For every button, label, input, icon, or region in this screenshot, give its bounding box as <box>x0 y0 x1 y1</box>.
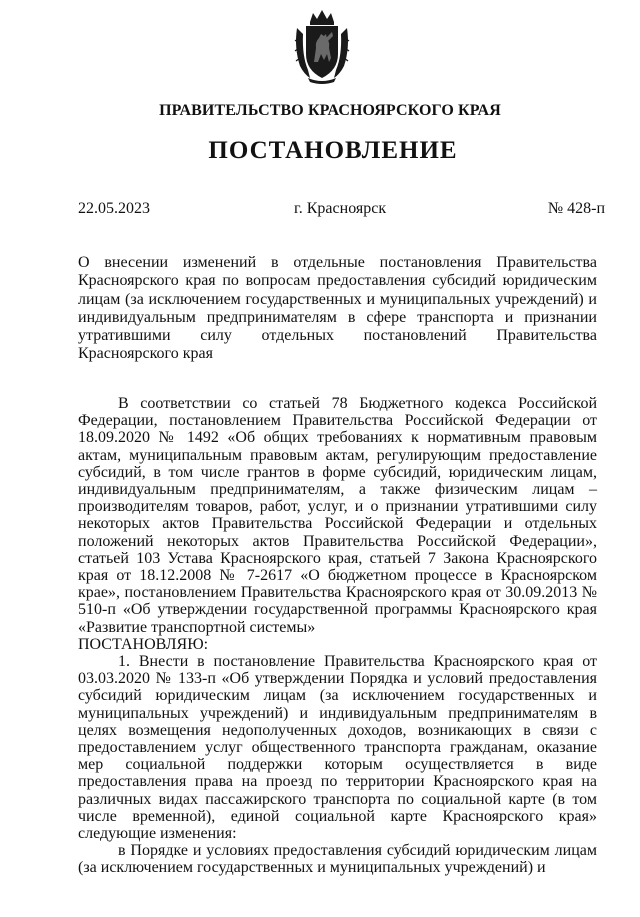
document-number: № 428-п <box>547 200 605 217</box>
preamble-paragraph: В соответствии со статьей 78 Бюджетного кодекса Российской Федерации, постановлением Правительства Российской Федерации от 18.09.2020 № 1492 «Об общих требованиях к нормативным правовым актам, муниципальным правовым актам, регулирующим предоставление субсидий, в том числе грантов в форме субсидий, юридическим лицам, индивидуальным предпринимателям, а также физическим лицам – производителям товаров, работ, услуг, и о признании утратившими силу некоторых актов Правительства Российской Федерации и отдельных положений некоторых актов Правительства Российской Федерации», статьей 103 Устава Красноярского края, статьей 7 Закона Красноярского края от 18.12.2008 № 7-2617 «О бюджетном процессе в Красноярском крае», постановлением Правительства Красноярского края от 30.09.2013 № 510-п «Об утверждении государственной программы Красноярского края «Развитие транспортной системы» <box>78 395 597 636</box>
item-1-subparagraph: в Порядке и условиях предоставления субсидий юридическим лицам (за исключением государственных и муниципальных учреждений) и <box>78 842 597 877</box>
document-city: г. Красноярск <box>294 200 387 217</box>
document-subject: О внесении изменений в отдельные постановления Правительства Красноярского края по вопросам предоставления субсидий юридическим лицам (за исключением государственных и муниципальных учреждений) и индивидуальным предпринимателям в сфере транспорта и признании утратившими силу отдельных постановлений Правительства Красноярского края <box>78 254 597 363</box>
krasnoyarsk-coat-of-arms-icon <box>294 8 350 84</box>
document-type-title: ПОСТАНОВЛЕНИЕ <box>208 137 458 164</box>
document-body <box>78 395 597 877</box>
document-date: 22.05.2023 <box>78 200 150 217</box>
document-meta-row <box>78 200 605 220</box>
decree-word: ПОСТАНОВЛЯЮ: <box>78 635 209 653</box>
item-1-paragraph: 1. Внести в постановление Правительства Красноярского края от 03.03.2020 № 133-п «Об утверждении Порядка и условий предоставления субсидий юридическим лицам (за исключением государственных и муниципальных учреждений) и индивидуальным предпринимателям в целях возмещения недополученных доходов, возникающих в связи с предоставлением услуг общественного транспорта гражданам, оказание мер социальной поддержки которым осуществляется в виде предоставления права на проезд по территории Красноярского края на различных видах пассажирского транспорта по социальной карте (в том числе временной), единой социальной карте Красноярского края» следующие изменения: <box>78 653 597 843</box>
government-title: ПРАВИТЕЛЬСТВО КРАСНОЯРСКОГО КРАЯ <box>159 102 501 119</box>
